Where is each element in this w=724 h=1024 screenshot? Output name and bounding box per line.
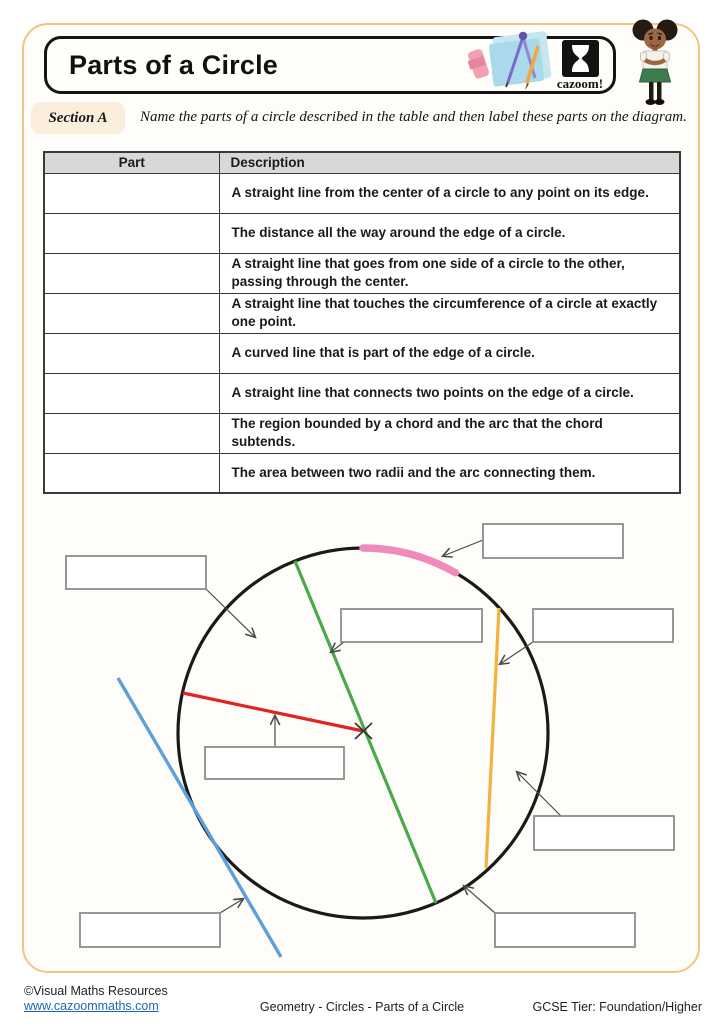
label-box-segment[interactable] xyxy=(534,816,674,850)
arrow-to-segment xyxy=(517,772,561,816)
label-box-arc[interactable] xyxy=(483,524,623,558)
description-cell: The distance all the way around the edge of a circle. xyxy=(219,213,680,253)
label-box-circumference[interactable] xyxy=(495,913,635,947)
page-title: Parts of a Circle xyxy=(69,49,278,80)
column-header-part: Part xyxy=(44,152,219,173)
label-box-sector[interactable] xyxy=(66,556,206,589)
description-cell: The area between two radii and the arc connecting them. xyxy=(219,453,680,493)
footer-left xyxy=(24,984,168,1015)
description-cell: A curved line that is part of the edge of a circle. xyxy=(219,333,680,373)
section-label: Section A xyxy=(48,109,108,126)
label-box-diameter[interactable] xyxy=(341,609,482,642)
footer-breadcrumb: Geometry - Circles - Parts of a Circle xyxy=(259,1000,465,1014)
arrow-to-tangent xyxy=(220,899,243,913)
arrow-to-arc xyxy=(443,540,483,556)
chord-line xyxy=(486,608,499,868)
description-cell: A straight line that goes from one side of a circle to the other, passing through the center. xyxy=(219,253,680,293)
description-cell: A straight line from the center of a circle to any point on its edge. xyxy=(219,173,680,213)
copyright-text: ©Visual Maths Resources xyxy=(24,984,168,998)
description-cell: A straight line that touches the circumference of a circle at exactly one point. xyxy=(219,293,680,333)
column-header-description: Description xyxy=(219,152,680,173)
arc-highlight xyxy=(363,548,456,573)
label-box-radius[interactable] xyxy=(205,747,344,779)
description-cell: The region bounded by a chord and the arc that the chord subtends. xyxy=(219,413,680,453)
footer-tier: GCSE Tier: Foundation/Higher xyxy=(532,1000,702,1014)
arrow-to-diameter xyxy=(331,642,344,652)
brand-name: cazoom! xyxy=(556,76,604,91)
arrow-to-sector xyxy=(206,589,255,637)
radius-line xyxy=(183,693,363,731)
label-box-chord[interactable] xyxy=(533,609,673,642)
website-link[interactable]: www.cazoommaths.com xyxy=(24,999,159,1014)
arrow-to-circumference xyxy=(464,886,495,913)
label-box-tangent[interactable] xyxy=(80,913,220,947)
description-cell: A straight line that connects two points on the edge of a circle. xyxy=(219,373,680,413)
instruction-text: Name the parts of a circle described in the table and then label these parts on the diagram. xyxy=(140,109,687,125)
